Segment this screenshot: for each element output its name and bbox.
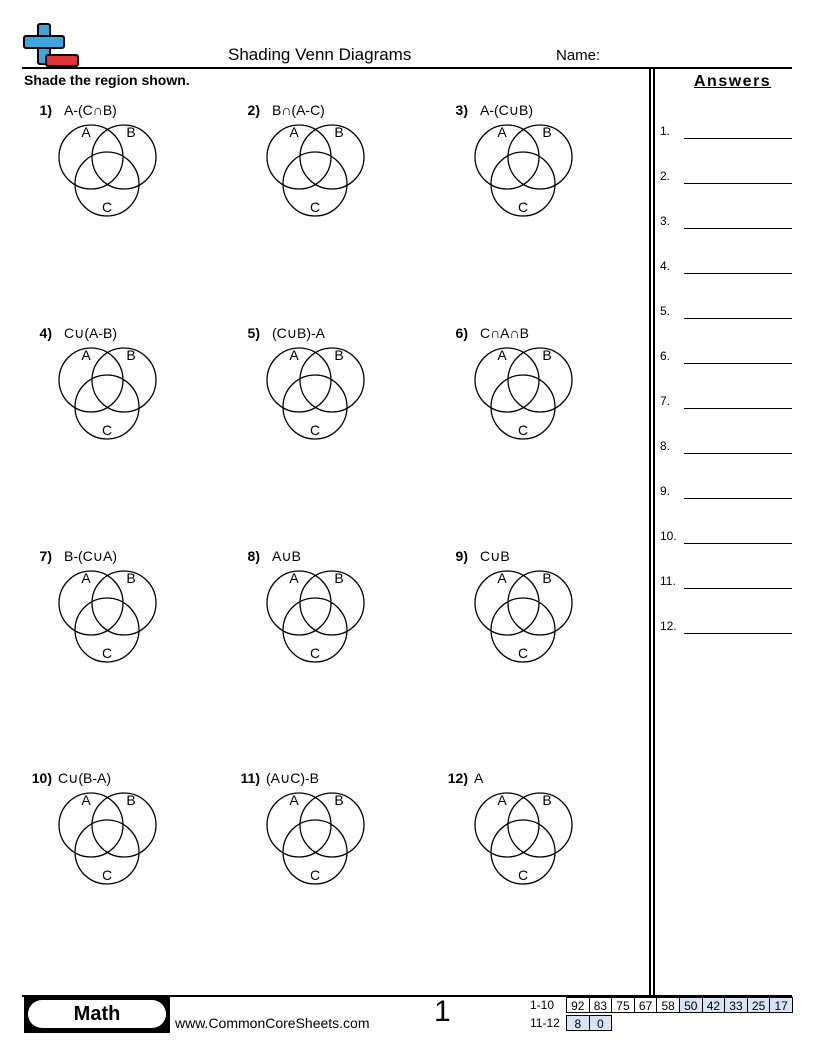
venn-label-a: A <box>497 124 507 140</box>
venn-label-c: C <box>517 199 529 215</box>
problem-8 <box>238 548 438 661</box>
score-cell: 17 <box>769 997 793 1013</box>
venn-label-a: A <box>81 792 91 808</box>
venn-diagram[interactable] <box>238 770 378 885</box>
answer-number: 1. <box>660 124 671 138</box>
venn-label-b: B <box>126 792 136 808</box>
score-row-label: 11-12 <box>530 1016 560 1030</box>
problem-7 <box>30 548 230 661</box>
score-cell: 75 <box>611 997 635 1013</box>
venn-diagram[interactable] <box>446 770 586 885</box>
venn-label-c: C <box>517 645 529 661</box>
column-divider <box>653 67 655 996</box>
header-rule <box>22 67 792 69</box>
answer-number: 7. <box>660 394 671 408</box>
name-label: Name: <box>556 47 601 64</box>
answer-row-8[interactable] <box>660 439 792 459</box>
venn-label-a: A <box>289 347 299 363</box>
problem-number: 8) <box>247 548 260 564</box>
problem-3 <box>446 102 646 215</box>
venn-label-a: A <box>289 792 299 808</box>
venn-label-b: B <box>126 124 136 140</box>
problem-expression: A-(C∪B) <box>480 102 534 118</box>
venn-diagram[interactable] <box>238 325 378 440</box>
venn-diagram[interactable] <box>30 548 170 663</box>
problem-6 <box>446 325 646 438</box>
answer-row-5[interactable] <box>660 304 792 324</box>
venn-label-a: A <box>289 124 299 140</box>
problem-expression: C∪B <box>480 548 510 564</box>
answer-row-12[interactable] <box>660 619 792 639</box>
problem-4 <box>30 325 230 438</box>
score-cell: 25 <box>747 997 771 1013</box>
venn-diagram[interactable] <box>446 325 586 440</box>
answer-line[interactable] <box>684 408 792 409</box>
venn-label-a: A <box>289 570 299 586</box>
venn-label-a: A <box>81 124 91 140</box>
answer-line[interactable] <box>684 543 792 544</box>
venn-diagram[interactable] <box>30 770 170 885</box>
answer-number: 9. <box>660 484 671 498</box>
score-cell: 58 <box>656 997 680 1013</box>
answer-row-2[interactable] <box>660 169 792 189</box>
venn-label-c: C <box>101 867 113 883</box>
answer-number: 8. <box>660 439 671 453</box>
answer-line[interactable] <box>684 588 792 589</box>
answer-row-3[interactable] <box>660 214 792 234</box>
venn-label-b: B <box>334 792 344 808</box>
problem-expression: B∩(A-C) <box>272 102 325 118</box>
answer-row-10[interactable] <box>660 529 792 549</box>
venn-label-b: B <box>542 347 552 363</box>
venn-label-a: A <box>81 347 91 363</box>
answer-line[interactable] <box>684 453 792 454</box>
problem-number: 6) <box>455 325 468 341</box>
problem-number: 3) <box>455 102 468 118</box>
problem-number: 1) <box>39 102 52 118</box>
page-title: Shading Venn Diagrams <box>228 45 412 64</box>
venn-label-a: A <box>497 570 507 586</box>
answer-number: 2. <box>660 169 671 183</box>
problem-number: 12) <box>447 770 468 786</box>
answer-number: 11. <box>660 574 676 588</box>
venn-diagram[interactable] <box>446 102 586 217</box>
answer-number: 5. <box>660 304 671 318</box>
problem-number: 9) <box>455 548 468 564</box>
column-divider <box>649 67 651 996</box>
problem-expression: C∪(B-A) <box>58 770 112 786</box>
answer-line[interactable] <box>684 273 792 274</box>
problem-9 <box>446 548 646 661</box>
answer-row-4[interactable] <box>660 259 792 279</box>
score-cell: 0 <box>589 1015 613 1031</box>
venn-diagram[interactable] <box>446 548 586 663</box>
score-cell: 8 <box>566 1015 590 1031</box>
answer-number: 4. <box>660 259 671 273</box>
problem-number: 4) <box>39 325 52 341</box>
instructions: Shade the region shown. <box>24 72 190 88</box>
problem-expression: A-(C∩B) <box>64 102 117 118</box>
score-cell: 33 <box>724 997 748 1013</box>
score-cell: 50 <box>679 997 703 1013</box>
answer-number: 12. <box>660 619 677 633</box>
website-link[interactable]: www.CommonCoreSheets.com <box>175 1015 370 1031</box>
answer-row-11[interactable] <box>660 574 792 594</box>
score-cell: 42 <box>702 997 726 1013</box>
answer-line[interactable] <box>684 498 792 499</box>
problem-expression: A <box>474 770 484 786</box>
venn-label-c: C <box>101 199 113 215</box>
problem-number: 11) <box>240 770 260 786</box>
problem-number: 7) <box>39 548 52 564</box>
problem-expression: C∩A∩B <box>480 325 529 341</box>
venn-label-b: B <box>334 570 344 586</box>
venn-diagram[interactable] <box>238 548 378 663</box>
venn-label-c: C <box>101 422 113 438</box>
score-row-label: 1-10 <box>530 998 555 1012</box>
answer-line[interactable] <box>684 228 792 229</box>
venn-label-c: C <box>517 867 529 883</box>
venn-label-b: B <box>334 124 344 140</box>
venn-label-b: B <box>126 570 136 586</box>
answer-number: 3. <box>660 214 671 228</box>
score-cell: 92 <box>566 997 590 1013</box>
venn-label-c: C <box>101 645 113 661</box>
plus-minus-logo-icon <box>22 22 80 68</box>
venn-label-c: C <box>309 867 321 883</box>
problem-expression: B-(C∪A) <box>64 548 118 564</box>
problem-10 <box>24 770 224 883</box>
venn-label-b: B <box>334 347 344 363</box>
subject-label: Math <box>28 1000 166 1028</box>
problem-12 <box>440 770 640 883</box>
answer-row-9[interactable] <box>660 484 792 504</box>
answer-number: 6. <box>660 349 671 363</box>
answer-line[interactable] <box>684 633 792 634</box>
problem-expression: (A∪C)-B <box>266 770 320 786</box>
venn-label-a: A <box>497 347 507 363</box>
page-number: 1 <box>434 995 451 1028</box>
venn-label-c: C <box>309 645 321 661</box>
venn-label-a: A <box>81 570 91 586</box>
problem-11 <box>232 770 432 883</box>
venn-label-b: B <box>126 347 136 363</box>
answer-row-1[interactable] <box>660 124 792 144</box>
problem-expression: C∪(A-B) <box>64 325 118 341</box>
answer-line[interactable] <box>684 138 792 139</box>
answer-number: 10. <box>660 529 677 543</box>
venn-diagram[interactable] <box>30 325 170 440</box>
answer-row-7[interactable] <box>660 394 792 414</box>
venn-label-a: A <box>497 792 507 808</box>
problem-expression: A∪B <box>272 548 301 564</box>
venn-label-c: C <box>517 422 529 438</box>
venn-label-c: C <box>309 199 321 215</box>
venn-label-b: B <box>542 570 552 586</box>
answer-line[interactable] <box>684 363 792 364</box>
problem-expression: (C∪B)-A <box>272 325 326 341</box>
problem-5 <box>238 325 438 438</box>
answer-row-6[interactable] <box>660 349 792 369</box>
venn-diagram[interactable] <box>30 102 170 217</box>
answers-title: Answers <box>694 73 772 90</box>
answer-line[interactable] <box>684 183 792 184</box>
problem-number: 5) <box>247 325 260 341</box>
answer-line[interactable] <box>684 318 792 319</box>
venn-diagram[interactable] <box>238 102 378 217</box>
venn-label-c: C <box>309 422 321 438</box>
problem-1 <box>30 102 230 215</box>
venn-label-b: B <box>542 792 552 808</box>
score-cell: 67 <box>634 997 658 1013</box>
problem-number: 10) <box>31 770 52 786</box>
problem-2 <box>238 102 438 215</box>
problem-number: 2) <box>247 102 260 118</box>
score-cell: 83 <box>589 997 613 1013</box>
venn-label-b: B <box>542 124 552 140</box>
